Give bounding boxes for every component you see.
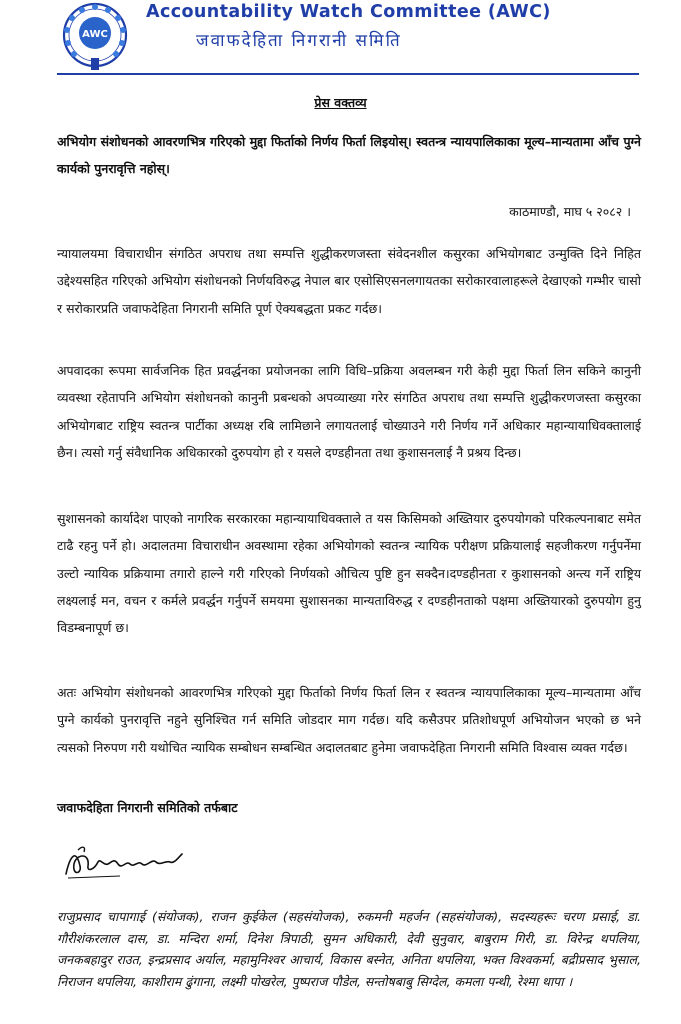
paragraph-2: अपवादका रूपमा सार्वजनिक हित प्रवर्द्धनका प्रयोजनका लागि विधि–प्रक्रिया अवलम्बन गरी केही मुद्दा फिर्ता लिन सकिने कानुनी व्यवस्था रहेतापनि अभियोग संशोधनको कानुनी प्रबन्धको अपव्याख्या गरेर संगठित अपराध तथा सम्पत्ति शुद्धीकरणजस्ता कसुरका अभियोगबाट राष्ट्रिय स्वतन्त्र पार्टीका अध्यक्ष रबि लामिछाने लगायतलाई चोख्याउने गरी निर्णय गर्ने अधिकार महान्यायाधिवक्तालाई छैन। त्यसो गर्नु संवैधानिक अधिकारको दुरुपयोग हो र यसले दण्डहीनता तथा कुशासनलाई नै प्रश्रय दिन्छ।: [57, 363, 641, 460]
letterhead: [0, 0, 681, 78]
headline: अभियोग संशोधनको आवरणभित्र गरिएको मुद्दा फिर्ताको निर्णय फिर्ता लिइयोस्‌। स्वतन्त्र न्यायपालिकाका मूल्य–मान्यतामा आँच पुग्ने कार्यको पुनरावृत्ति नहोस्‌।: [57, 134, 641, 176]
paragraph-3: सुशासनको कार्यादेश पाएको नागरिक सरकारका महान्यायाधिवक्ताले त यस किसिमको अख्तियार दुरुपयोगको परिकल्पनाबाट समेत टाढै रहनु पर्ने हो। अदालतमा विचाराधीन अवस्थामा रहेका अभियोगको स्वतन्त्र न्यायिक परीक्षण प्रक्रियालाई सहजीकरण गर्नुपर्नेमा उल्टो न्यायिक प्रक्रियामा तगारो हाल्ने गरी गरिएको निर्णयको औचित्य पुष्टि हुन सक्दैन।दण्डहीनता र कुशासनको अन्त्य गर्ने राष्ट्रिय लक्ष्यलाई मन, वचन र कर्मले प्रवर्द्धन गर्नुपर्ने समयमा सुशासनका मान्यताविरुद्ध र दण्डहीनताको पक्षमा अख्तियारको दुरुपयोग हुनु विडम्बनापूर्ण छ।: [57, 511, 641, 636]
awc-logo-icon: [60, 2, 130, 72]
committee-members: राजुप्रसाद चापागाई (संयोजक), राजन कुईकेल (सहसंयोजक), रुकमनी महर्जन (सहसंयोजक), सदस्यहरूः चरण प्रसाई, डा. गौरीशंकरलाल दास, डा. मन्दिरा शर्मा, दिनेश त्रिपाठी, सुमन अधिकारी, देवी सुनुवार, बाबुराम गिरी, डा. विरेन्द्र थपलिया, जनकबहादुर राउत, इन्द्रप्रसाद अर्याल, महामुनिश्वर आचार्य, विकास बस्नेत, अनिता थपलिया, भक्त विश्वकर्मा, बद्रीप्रसाद भुसाल, निराजन थपलिया, काशीराम ढुंगाना, लक्ष्मी पोखरेल, पुष्पराज पौडेल, सन्तोषबाबु सिग्देल, कमला पन्थी, रेश्मा थापा ।: [57, 909, 641, 989]
paragraph-4: अतः अभियोग संशोधनको आवरणभित्र गरिएको मुद्दा फिर्ताको निर्णय फिर्ता लिन र स्वतन्त्र न्यायपालिकाका मूल्य–मान्यतामा आँच पुग्ने कार्यको पुनरावृत्ति नहुने सुनिश्चित गर्न समिति जोडदार माग गर्दछ। यदि कसैउपर प्रतिशोधपूर्ण अभियोजन भएको छ भने त्यसको निरुपण गरी यथोचित न्यायिक सम्बोधन सम्बन्धित अदालतबाट हुनेमा जवाफदेहिता निगरानी समिति विश्वास व्यक्त गर्दछ।: [57, 685, 641, 755]
dateline: काठमाण्डौ, माघ ५ २०८२ ।: [509, 204, 631, 219]
org-name-english: Accountability Watch Committee (AWC): [146, 2, 551, 22]
document-title: प्रेस वक्तव्य: [314, 95, 367, 110]
signoff: जवाफदेहिता निगरानी समितिको तर्फबाट: [57, 800, 238, 815]
paragraph-1: न्यायालयमा विचाराधीन संगठित अपराध तथा सम्पत्ति शुद्धीकरणजस्ता संवेदनशील कसुरका अभियोगबाट उन्मुक्ति दिने निहित उद्देश्यसहित गरिएको अभियोग संशोधनको निर्णयविरुद्ध नेपाल बार एसोसिएसनलगायतका सरोकारवालाहरूले देखाएको गम्भीर चासो र सरोकारप्रति जवाफदेहिता निगरानी समिति पूर्ण ऐक्यबद्धता प्रकट गर्दछ।: [57, 246, 641, 316]
org-name-nepali: जवाफदेहिता निगरानी समिति: [196, 31, 402, 51]
signature-icon: [60, 836, 190, 884]
logo-text: AWC: [82, 29, 108, 40]
header-divider: [57, 73, 639, 75]
